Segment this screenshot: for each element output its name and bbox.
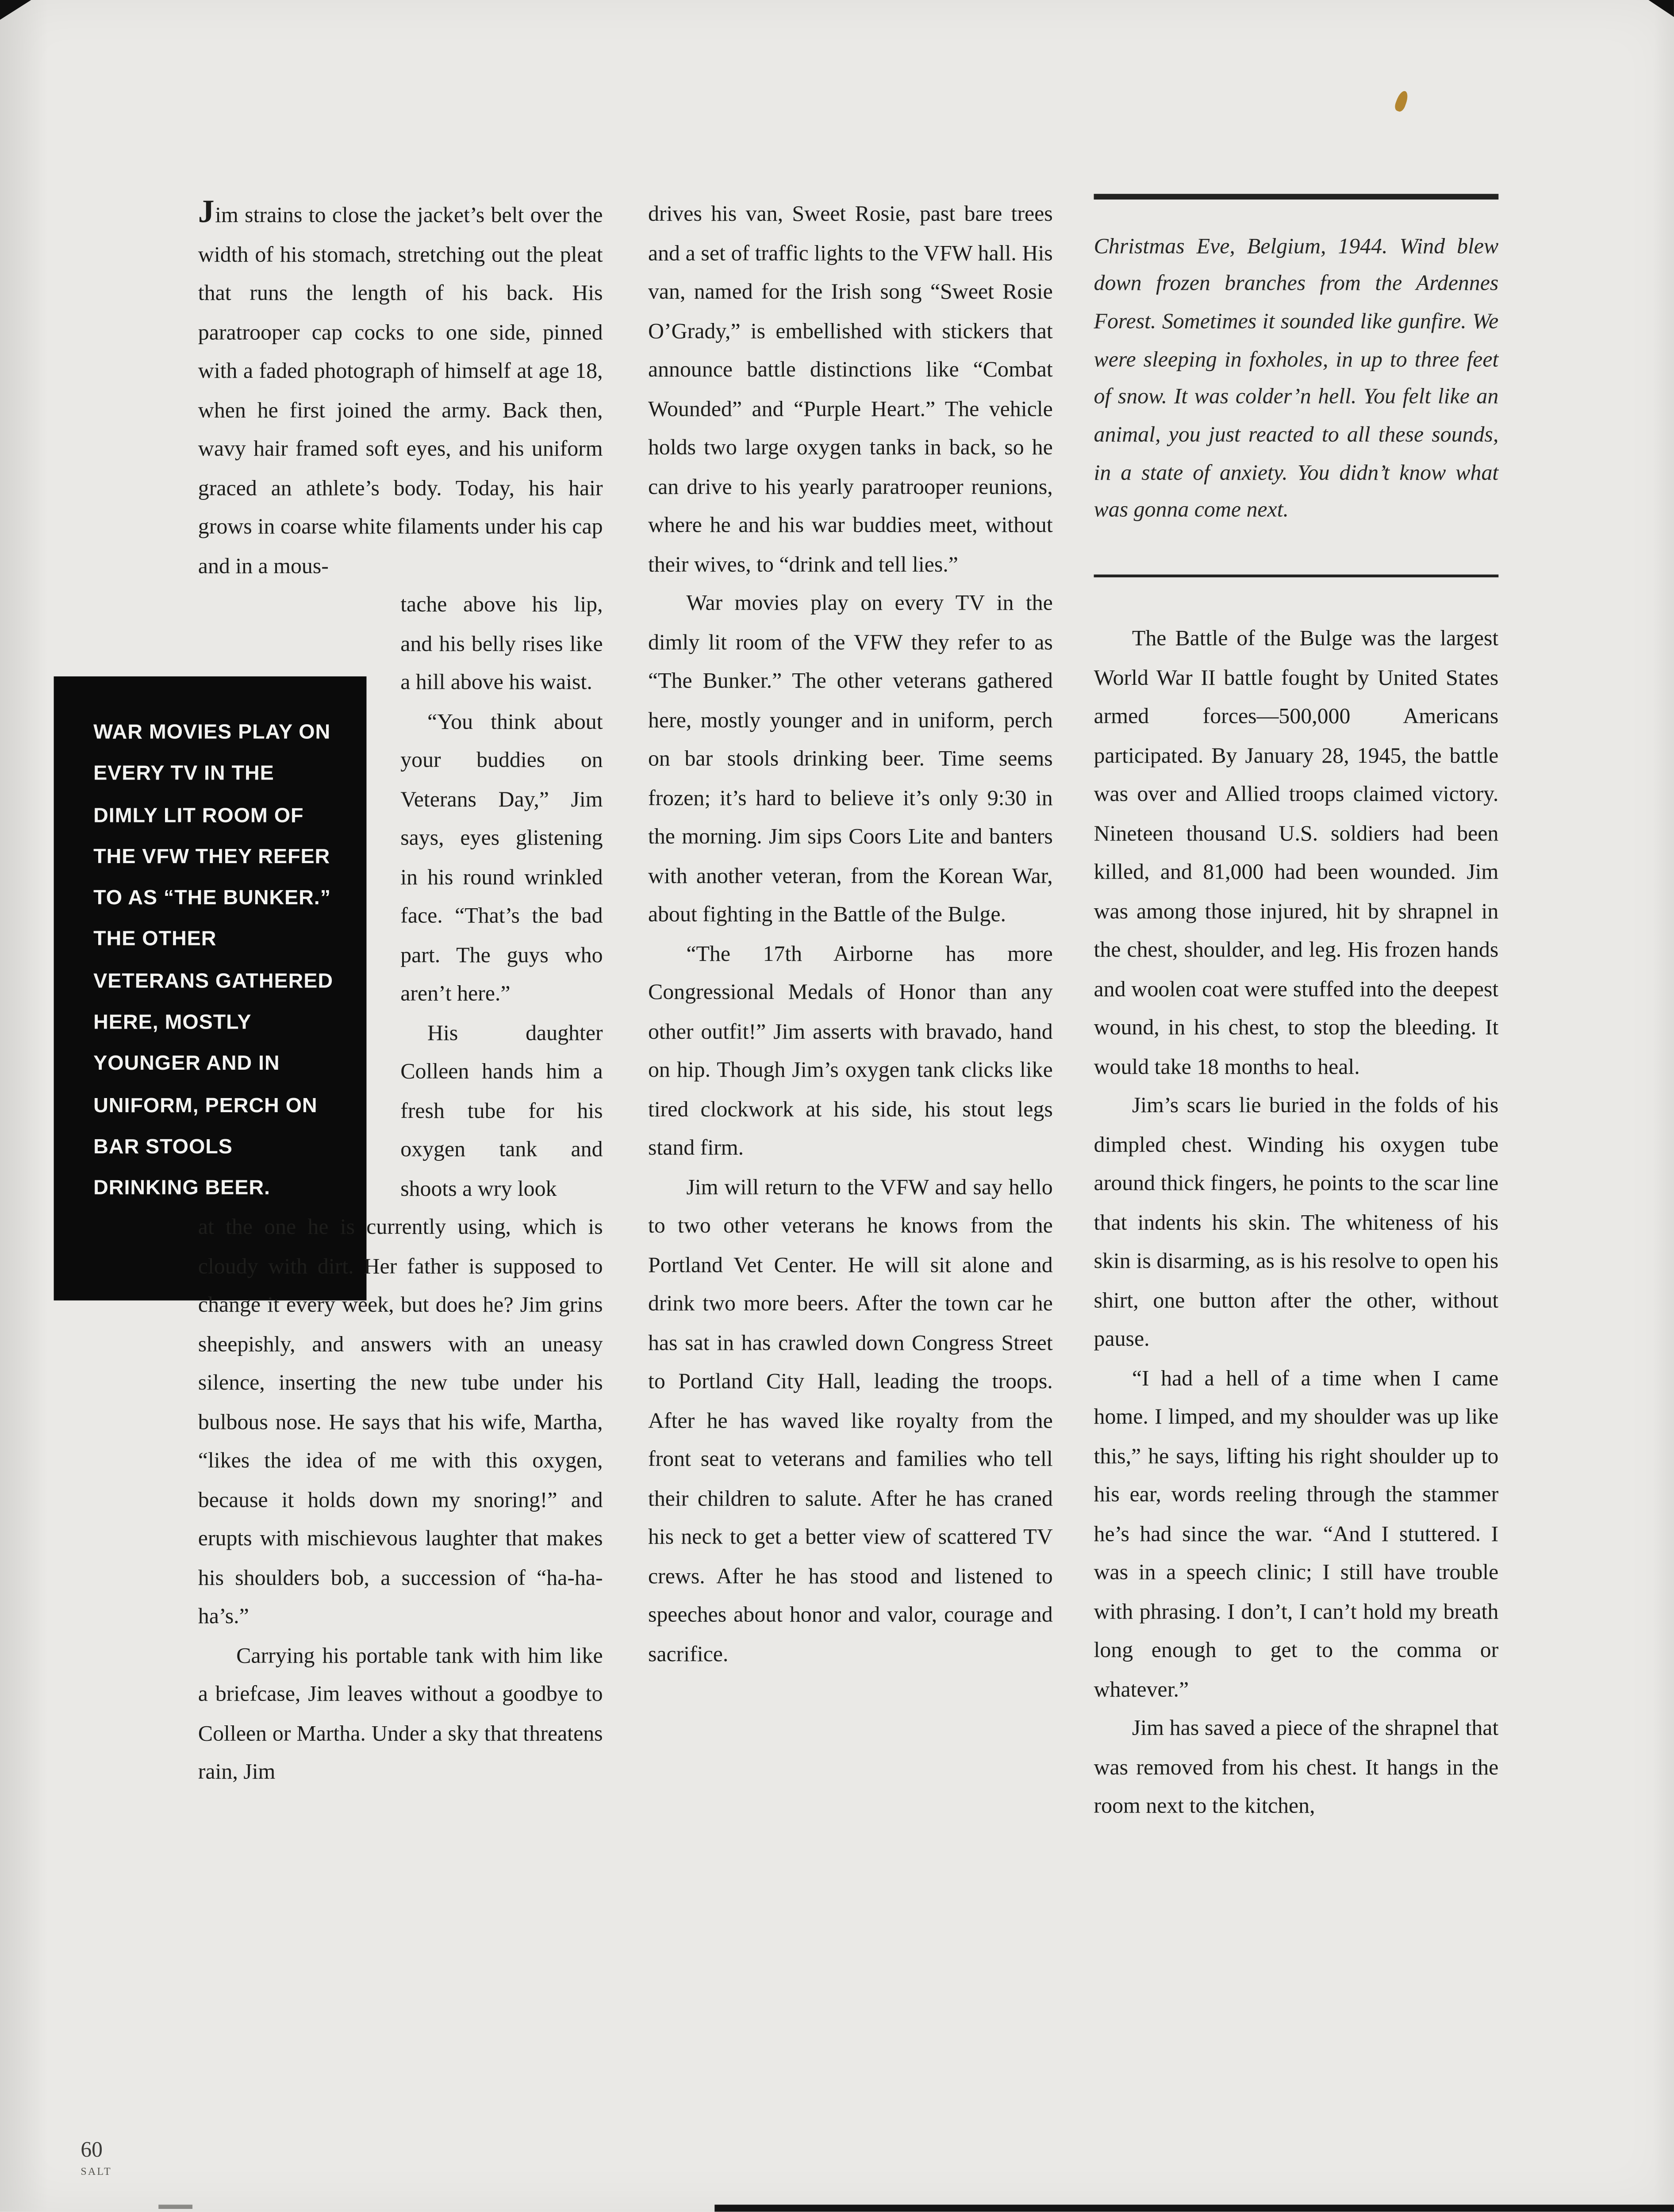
sidebar-rule-bottom (1094, 575, 1499, 577)
scan-artifact-top-left-corner (0, 0, 31, 20)
paragraph: tache above his lip, and his belly rises like a hill above his waist. (400, 593, 603, 695)
paragraph-opening (198, 195, 603, 586)
drop-cap: J (198, 194, 215, 230)
magazine-imprint: SALT (81, 2165, 112, 2178)
page-number: 60 (81, 2138, 103, 2162)
text-wrap-beside-pullquote (400, 586, 603, 1208)
paragraph: “You think about your buddies on Veterans Day,” Jim says, eyes glistening in his round wrinkled face. “That’s the bad part. The guys who aren’t here.” (400, 710, 603, 1006)
paragraph: Jim will return to the VFW and say hello to two other veterans he knows from the Portland Vet Center. He will sit alone and drink two more beers. After the town car he has sat in has crawled down Congress Street to Portland City Hall, leading the troops. After he has waved like royalty from the front seat to veterans and families who tell their children to salute. After he has craned his neck to get a better view of scattered TV crews. After he has stood and listened to speeches about honor and valor, courage and sacrifice. (648, 1175, 1053, 1667)
paragraph: “The 17th Airborne has more Congressional Medals of Honor than any other outfit!” Jim asserts with bravado, hand on hip. Though Jim’s oxygen tank clicks like tired clockwork at his side, his stout legs stand firm. (648, 941, 1053, 1160)
sidebar-rule-top (1094, 194, 1499, 199)
paragraph: War movies play on every TV in the dimly lit room of the VFW they refer to as “The Bunker.” The other veterans gathered here, mostly younger and in uniform, perch on bar stools drinking beer. Time seems frozen; it’s hard to believe it’s only 9:30 in the morning. Jim sips Coors Lite and banters with another veteran, from the Korean War, about fighting in the Battle of the Bulge. (648, 591, 1053, 927)
paragraph: Jim’s scars lie buried in the folds of his dimpled chest. Winding his oxygen tube around thick fingers, he points to the scar line that indents his skin. The whiteness of his skin is disarming, as is his resolve to open his shirt, one button after the other, without pause. (1094, 1094, 1499, 1352)
paragraph: “I had a hell of a time when I came home. I limped, and my shoulder was up like this,” he says, lifting his right shoulder up to his ear, words reeling through the stammer he’s had since the war. “And I stuttered. I was in a speech clinic; I still have trouble with phrasing. I don’t, I can’t hold my breath long enough to get to the comma or whatever.” (1094, 1366, 1499, 1702)
scan-artifact-bottom-smudge (158, 2204, 192, 2209)
sidebar-quote: Christmas Eve, Belgium, 1944. Wind blew down frozen branches from the Ardennes Forest. Sometimes it sounded like gunfire. We were sleeping in foxholes, in up to three feet of snow. It was colder’n hell. You felt like an animal, you just reacted to all these sounds, in a state of anxiety. You didn’t know what was gonna come next. (1094, 234, 1499, 523)
scan-artifact-gold-fleck (1393, 89, 1409, 113)
paragraph: Jim has saved a piece of the shrapnel that was removed from his chest. It hangs in the room next to the kitchen, (1094, 1717, 1499, 1819)
pull-quote-text: WAR MOVIES PLAY ON EVERY TV IN THE DIMLY LIT ROOM OF THE VFW THEY REFER TO AS “THE BUNKER.” THE OTHER VETERANS GATHERED HERE, MOSTLY YOUNGER AND IN UNIFORM, PERCH ON BAR STOOLS DRINKING BEER. (93, 722, 334, 1201)
article-column-2 (648, 195, 1053, 1674)
paragraph: Carrying his portable tank with him like a briefcase, Jim leaves without a goodbye to Colleen or Martha. Under a sky that threatens rain, Jim (198, 1644, 603, 1785)
page-left-edge-shading (0, 0, 48, 2212)
paragraph-continuation: at the one he is currently using, which is cloudy with dirt. Her father is supposed to change it every week, but does he? Jim grins sheepishly, and answers with an uneasy silence, inserting the new tube under his bulbous nose. He says that his wife, Martha, “likes the idea of me with this oxygen, because it holds down my snoring!” and erupts with mischievous laughter that makes his shoulders bob, a succession of “ha-ha-ha’s.” (198, 1215, 603, 1629)
paragraph-continuation: drives his van, Sweet Rosie, past bare trees and a set of traffic lights to the VFW hall. His van, named for the Irish song “Sweet Rosie O’Grady,” is embellished with stickers that announce battle distinctions like “Combat Wounded” and “Purple Heart.” The vehicle holds two large oxygen tanks in back, so he can drive to his yearly paratrooper reunions, where he and his war buddies meet, without their wives, to “drink and tell lies.” (648, 202, 1053, 577)
paragraph: The Battle of the Bulge was the largest World War II battle fought by United States armed forces—500,000 Americans participated. By January 28, 1945, the battle was over and Allied troops claimed victory. Nineteen thousand U.S. soldiers had been killed, and 81,000 had been wounded. Jim was among those injured, hit by shrapnel in the chest, shoulder, and leg. His frozen hands and woolen coat were stuffed into the deepest wound, in his chest, to stop the bleeding. It would take 18 months to heal. (1094, 627, 1499, 1079)
article-column-1 (198, 195, 603, 1792)
page-right-edge-shading (1654, 0, 1674, 2212)
article-column-3 (1094, 194, 1499, 1826)
paragraph-opening-text: im strains to close the jacket’s belt over the width of his stomach, stretching out the pleat that runs the length of his back. His paratrooper cap cocks to one side, pinned with a faded photograph of himself at age 18, when he first joined the army. Back then, wavy hair framed soft eyes, and his uniform graced an athlete’s body. Today, his hair grows in coarse white filaments under his cap and in a mous- (198, 204, 603, 578)
scan-artifact-bottom-strip (714, 2204, 1674, 2212)
scan-artifact-top-right-corner (1648, 0, 1674, 17)
paragraph: His daughter Colleen hands him a fresh tube for his oxygen tank and shoots a wry look (400, 1021, 603, 1201)
